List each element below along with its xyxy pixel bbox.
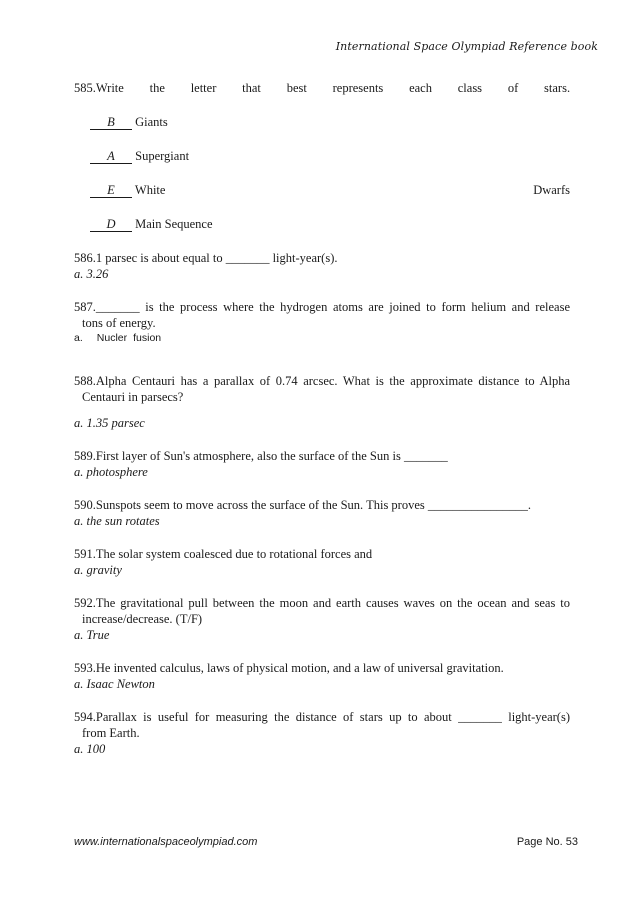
question-590-answer: a. the sun rotates	[74, 514, 160, 528]
question-593-answer: a. Isaac Newton	[74, 677, 155, 691]
star-class-answer: E	[90, 183, 132, 198]
question-586-answer: a. 3.26	[74, 267, 109, 281]
question-593-prompt: 593.He invented calculus, laws of physical motion, and a law of universal gravitation.	[74, 661, 504, 675]
question-587-prompt-cont: tons of energy.	[82, 316, 156, 330]
question-588-answer: a. 1.35 parsec	[74, 416, 145, 430]
header-book-title: International Space Olympiad Reference book	[335, 40, 598, 53]
question-592	[74, 595, 570, 643]
question-592-answer: a. True	[74, 628, 110, 642]
question-589	[74, 448, 570, 480]
star-class-label: Main Sequence	[135, 217, 213, 231]
question-588	[74, 373, 570, 431]
star-class-label: Supergiant	[135, 149, 190, 163]
question-591-prompt: 591.The solar system coalesced due to rotational forces and	[74, 547, 373, 561]
star-class-row-supergiant	[74, 148, 570, 164]
star-class-answer: B	[90, 115, 132, 130]
question-586-prompt: 586.1 parsec is about equal to _______ light-year(s).	[74, 251, 338, 265]
question-588-prompt: 588.Alpha Centauri has a parallax of 0.74 arcsec. What is the approximate distance to Alpha	[74, 374, 570, 388]
question-594	[74, 709, 570, 757]
question-589-answer: a. photosphere	[74, 465, 148, 479]
question-590-prompt: 590.Sunspots seem to move across the surface of the Sun. This proves ________________.	[74, 498, 532, 512]
footer-website-link[interactable]: www.internationalspaceolympiad.com	[74, 836, 258, 848]
star-class-row-giants	[74, 114, 570, 130]
star-class-answer: A	[90, 149, 132, 164]
question-585	[74, 80, 570, 232]
star-class-answer: D	[90, 217, 132, 232]
star-class-row-white-dwarfs	[74, 182, 570, 198]
questions-content	[74, 80, 570, 757]
question-591-answer: a. gravity	[74, 563, 122, 577]
question-588-prompt-cont: Centauri in parsecs?	[82, 390, 184, 404]
question-586	[74, 250, 570, 282]
question-587	[74, 299, 570, 345]
question-587-answer: a. Nucler fusion	[74, 332, 162, 344]
question-594-prompt: 594.Parallax is useful for measuring the distance of stars up to about _______ light-year(s)	[74, 710, 570, 724]
question-585-number: 585.	[74, 81, 96, 95]
question-594-prompt-cont: from Earth.	[82, 726, 140, 740]
footer-page-number: Page No. 53	[516, 836, 578, 848]
question-592-prompt: 592.The gravitational pull between the moon and earth causes waves on the ocean and seas to	[74, 596, 570, 610]
question-593	[74, 660, 570, 692]
question-591	[74, 546, 570, 578]
question-587-prompt: 587._______ is the process where the hydrogen atoms are joined to form helium and release	[74, 300, 570, 314]
star-class-label: White	[134, 183, 166, 197]
star-class-row-main-sequence	[74, 216, 570, 232]
question-594-answer: a. 100	[74, 742, 106, 756]
star-class-label: Giants	[135, 115, 168, 129]
question-589-prompt: 589.First layer of Sun's atmosphere, also the surface of the Sun is _______	[74, 449, 448, 463]
question-585-prompt: 585.Write the letter that best represents each class of stars.	[74, 81, 571, 95]
question-590	[74, 497, 570, 529]
star-class-label-right: Dwarfs	[533, 183, 570, 197]
question-592-prompt-cont: increase/decrease. (T/F)	[82, 612, 203, 626]
